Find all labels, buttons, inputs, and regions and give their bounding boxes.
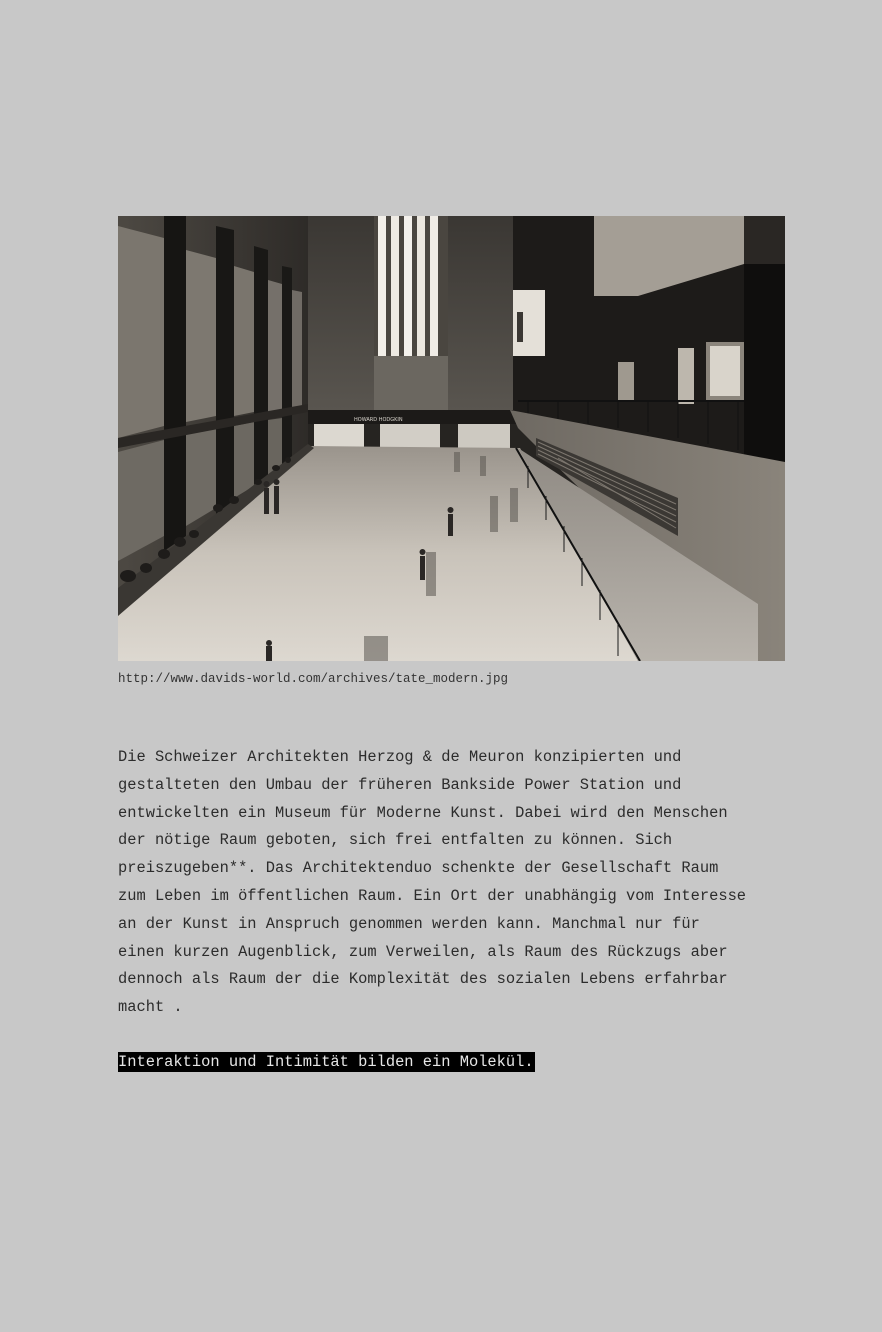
paragraph-line: der nötige Raum geboten, sich frei entfalten zu können. Sich — [118, 831, 673, 850]
paragraph-line: macht . — [118, 998, 183, 1017]
paragraph-line: gestalteten den Umbau der früheren Bankside Power Station und — [118, 775, 682, 794]
highlighted-quote: Interaktion und Intimität bilden ein Molekül. — [118, 1053, 534, 1071]
body-paragraph — [118, 744, 808, 1022]
image-source-caption: http://www.davids-world.com/archives/tate_modern.jpg — [118, 672, 509, 686]
paragraph-line: Die Schweizer Architekten Herzog & de Meuron konzipierten und — [118, 748, 682, 766]
paragraph-line: zum Leben im öffentlichen Raum. Ein Ort der unabhängig vom Interesse — [118, 886, 747, 905]
paragraph-line: entwickelten ein Museum für Moderne Kunst. Dabei wird den Menschen — [118, 803, 728, 822]
turbine-hall-illustration — [118, 216, 785, 661]
paragraph-line: dennoch als Raum der die Komplexität des sozialen Lebens erfahrbar — [118, 970, 728, 989]
paragraph-line: preiszugeben**. Das Architektenduo schenkte der Gesellschaft Raum — [118, 859, 719, 878]
hall-sign-text: HOWARD HODGKIN — [354, 417, 403, 423]
paragraph-line: einen kurzen Augenblick, zum Verweilen, als Raum des Rückzugs aber — [118, 942, 728, 961]
paragraph-line: an der Kunst in Anspruch genommen werden kann. Manchmal nur für — [118, 914, 700, 933]
tate-modern-photo — [118, 216, 785, 661]
